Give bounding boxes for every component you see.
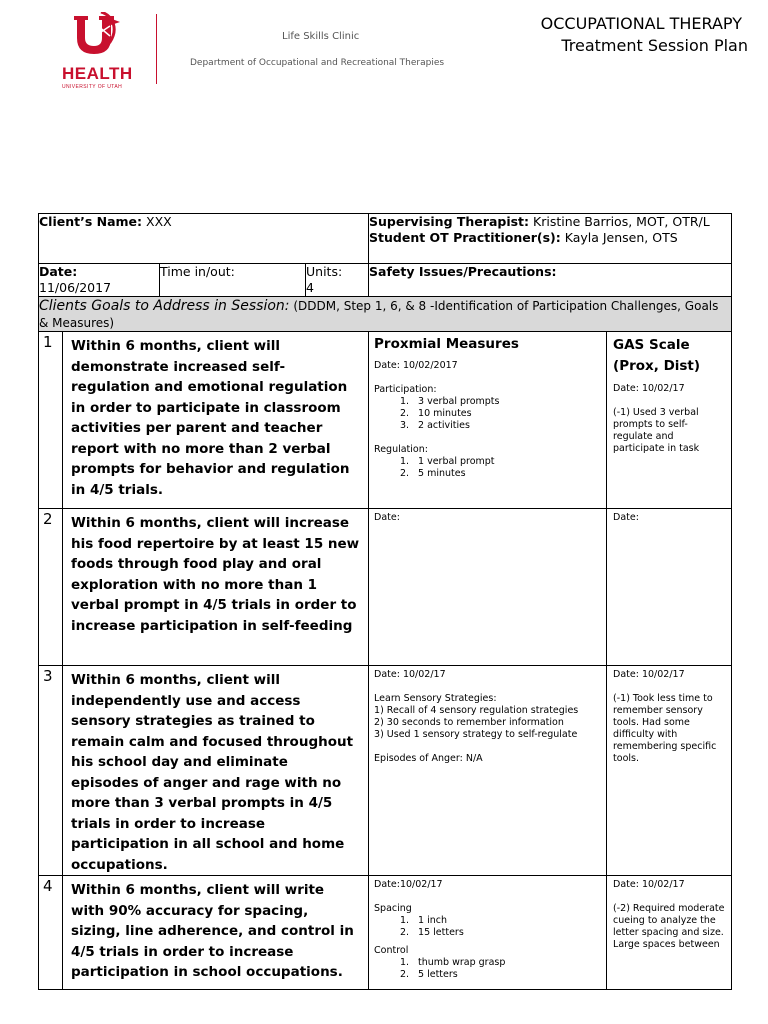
university-health-logo xyxy=(60,12,162,90)
gas-date: Date: 10/02/17 xyxy=(613,669,685,680)
units-value: 4 xyxy=(306,280,314,295)
gas-scale-cell xyxy=(607,332,732,509)
gas-scale-cell xyxy=(607,509,732,666)
gas-scale-cell xyxy=(607,666,732,876)
student-label: Student OT Practitioner(s): xyxy=(369,230,561,245)
header-divider xyxy=(156,14,157,84)
session-plan-table xyxy=(38,213,732,990)
time-cell xyxy=(160,264,306,297)
goal-text: Within 6 months, client will demonstrate increased self-regulation and emotional regulation in order to participate in classroom activities per parent and teacher report with no more than 2 verbal prompts for behavior and regulation in 4/5 trials. xyxy=(63,332,369,509)
u-logo-icon xyxy=(74,12,120,56)
pm-item: 2. 5 letters xyxy=(412,969,600,981)
goal-text: Within 6 months, client will write with 90% accuracy for spacing, sizing, line adherence, and control in 4/5 trials in order to increase participation in school occupations. xyxy=(63,876,369,990)
date-cell xyxy=(39,264,160,297)
pm-item: 3. 2 activities xyxy=(412,420,600,432)
proximal-measures-cell xyxy=(369,666,607,876)
pm-item: 2. 5 minutes xyxy=(412,468,600,480)
gas-scale-cell xyxy=(607,876,732,990)
units-cell xyxy=(306,264,369,297)
goal-number: 1 xyxy=(39,332,63,509)
goal-row xyxy=(39,876,732,990)
supervisor-value: Kristine Barrios, MOT, OTR/L xyxy=(529,214,710,229)
pm-item: 2. 10 minutes xyxy=(412,408,600,420)
document-title: OCCUPATIONAL THERAPY xyxy=(540,14,742,33)
goal-number: 3 xyxy=(39,666,63,876)
pm-item: 2) 30 seconds to remember information xyxy=(374,717,564,728)
client-name-value: XXX xyxy=(142,214,172,229)
units-label: Units: xyxy=(306,264,343,279)
gas-date: Date: xyxy=(613,512,639,523)
pm-date: Date: 10/02/2017 xyxy=(374,360,458,371)
therapist-cell xyxy=(369,214,732,264)
clinic-name: Life Skills Clinic xyxy=(282,31,360,42)
pm-spacing-label: Spacing xyxy=(374,903,412,914)
pm-item: 1. thumb wrap grasp xyxy=(412,957,600,969)
goal-row xyxy=(39,509,732,666)
proximal-measures-cell xyxy=(369,509,607,666)
goals-header-title: Clients Goals to Address in Session: xyxy=(39,298,290,314)
goals-header-note: (DDDM, Step 1, 6, & 8 -Identification of Participation Challenges, Goals & Measures) xyxy=(39,299,719,330)
goal-text: Within 6 months, client will independently use and access sensory strategies as trained to remain calm and focused throughout his school day and eliminate episodes of anger and rage with no more than 3 verbal prompts in 4/5 trials in order to increase participation in all school and home occupations. xyxy=(63,666,369,876)
gas-note: (-1) Took less time to remember sensory tools. Had some difficulty with remembering specific tools. xyxy=(613,693,717,764)
goals-header xyxy=(39,297,732,332)
pm-anger: Episodes of Anger: N/A xyxy=(374,753,483,764)
pm-item: 3) Used 1 sensory strategy to self-regulate xyxy=(374,729,578,740)
pm-participation-label: Participation: xyxy=(374,384,437,395)
proximal-measures-header: Proxmial Measures xyxy=(374,336,519,352)
pm-sensory-label: Learn Sensory Strategies: xyxy=(374,693,497,704)
document-subtitle: Treatment Session Plan xyxy=(561,36,748,55)
goal-row xyxy=(39,332,732,509)
pm-item: 1. 3 verbal prompts xyxy=(412,396,600,408)
client-name-cell xyxy=(39,214,369,264)
safety-label: Safety Issues/Precautions: xyxy=(369,264,557,279)
pm-item: 1. 1 verbal prompt xyxy=(412,456,600,468)
pm-regulation-label: Regulation: xyxy=(374,444,428,455)
gas-note: (-2) Required moderate cueing to analyze the letter spacing and size. Large spaces between xyxy=(613,903,725,950)
pm-item: 1) Recall of 4 sensory regulation strategies xyxy=(374,705,579,716)
pm-date: Date: xyxy=(374,512,400,523)
pm-date: Date:10/02/17 xyxy=(374,879,443,890)
gas-date: Date: 10/02/17 xyxy=(613,383,685,394)
logo-university-text: UNIVERSITY OF UTAH xyxy=(62,84,123,90)
time-label: Time in/out: xyxy=(160,264,235,279)
proximal-measures-cell xyxy=(369,332,607,509)
student-value: Kayla Jensen, OTS xyxy=(560,230,678,245)
pm-date: Date: 10/02/17 xyxy=(374,669,446,680)
gas-scale-header: GAS Scale (Prox, Dist) xyxy=(613,337,701,374)
proximal-measures-cell xyxy=(369,876,607,990)
supervisor-label: Supervising Therapist: xyxy=(369,214,530,229)
gas-date: Date: 10/02/17 xyxy=(613,879,685,890)
goal-text: Within 6 months, client will increase his food repertoire by at least 15 new foods through food play and oral exploration with no more than 1 verbal prompt in 4/5 trials in order to increase participation in self-feeding xyxy=(63,509,369,666)
department-name: Department of Occupational and Recreational Therapies xyxy=(190,58,445,68)
client-name-label: Client’s Name: xyxy=(39,214,143,229)
pm-item: 1. 1 inch xyxy=(412,915,600,927)
gas-note: (-1) Used 3 verbal prompts to self-regulate and participate in task xyxy=(613,407,700,454)
goal-row xyxy=(39,666,732,876)
pm-item: 2. 15 letters xyxy=(412,927,600,939)
goal-number: 2 xyxy=(39,509,63,666)
safety-cell xyxy=(369,264,732,297)
date-value: 11/06/2017 xyxy=(39,280,112,295)
goal-number: 4 xyxy=(39,876,63,990)
pm-control-label: Control xyxy=(374,945,409,956)
date-label: Date: xyxy=(39,264,78,279)
logo-health-text: HEALTH xyxy=(62,64,133,83)
